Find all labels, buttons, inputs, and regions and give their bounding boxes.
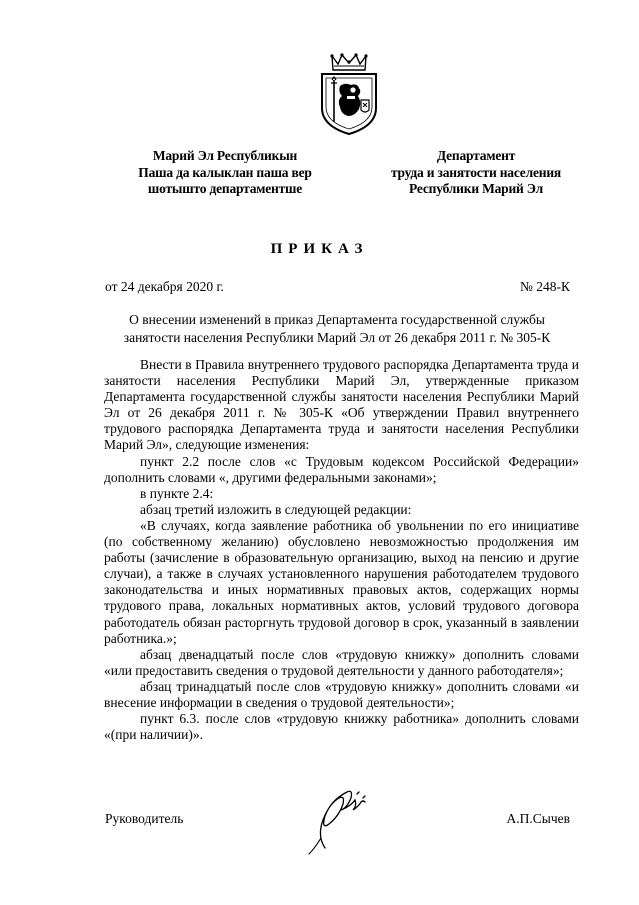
body-paragraph: Внести в Правила внутреннего трудового распорядка Департамента труда и занятости населения Республики Марий Эл, утвержденные приказом Департамента государственной службы занятости населения Республики Марий Эл от 26 декабря 2011 г. № 305-К «Об утверждении Правил внутреннего трудового распорядка Департамента труда и занятости населения Республики Марий Эл», следующие изменения: (104, 357, 579, 453)
header-left-line-1: Марий Эл Республикын (152, 148, 298, 163)
document-number: № 248-К (519, 279, 570, 294)
body-paragraph: абзац двенадцатый после слов «трудовую книжку» дополнить словами «или предоставить сведения о трудовой деятельности у данного работодателя»; (104, 646, 579, 678)
header-right-line-2: труда и занятости населения (390, 164, 562, 180)
signatory-name: А.П.Сычев (506, 811, 570, 826)
header-right-line-1: Департамент (436, 148, 516, 163)
document-title: ПРИКАЗ (270, 241, 369, 257)
header-left-block (120, 148, 330, 198)
header-right-block (376, 148, 576, 198)
body-paragraph: пункт 2.2 после слов «с Трудовым кодексом Российской Федерации» дополнить словами «, другими федеральными законами»; (104, 453, 579, 485)
subject-line-2: занятости населения Республики Марий Эл от 26 декабря 2011 г. № 305-К (123, 329, 551, 345)
coat-of-arms-emblem (318, 52, 380, 136)
body-paragraph: абзац третий изложить в следующей редакции: (140, 501, 412, 517)
body-paragraph: пункт 6.3. после слов «трудовую книжку работника» дополнить словами «(при наличии)». (104, 711, 579, 743)
body-paragraph: «В случаях, когда заявление работника об увольнении по его инициативе (по собственному желанию) обусловлено невозможностью продолжения им работы (зачисление в образовательную организацию, выход на пенсию и другие случаи), а также в случаях установленного нарушения работодателем трудового законодательства и иных нормативных правовых актов, содержащих нормы трудового права, локальных нормативных актов, условий трудового договора работодатель обязан расторгнуть трудовой договор в срок, указанный в заявлении работника.»; (104, 517, 579, 646)
document-date: от 24 декабря 2020 г. (105, 279, 224, 294)
header-left-line-2: Паша да калыклан паша вер (138, 164, 312, 180)
subject-line-1: О внесении изменений в приказ Департамента государственной службы (129, 312, 545, 327)
signatory-position: Руководитель (105, 811, 184, 826)
body-paragraph: в пункте 2.4: (140, 485, 214, 501)
document-body (104, 357, 579, 743)
header-left-line-3: шотышто департаментше (147, 181, 303, 196)
body-paragraph: абзац тринадцатый после слов «трудовую книжку» дополнить словами «и внесение информации в сведения о трудовой деятельности»; (104, 678, 579, 710)
header-right-line-3: Республики Марий Эл (409, 181, 543, 196)
handwritten-signature (295, 776, 385, 856)
document-subject (100, 311, 574, 346)
